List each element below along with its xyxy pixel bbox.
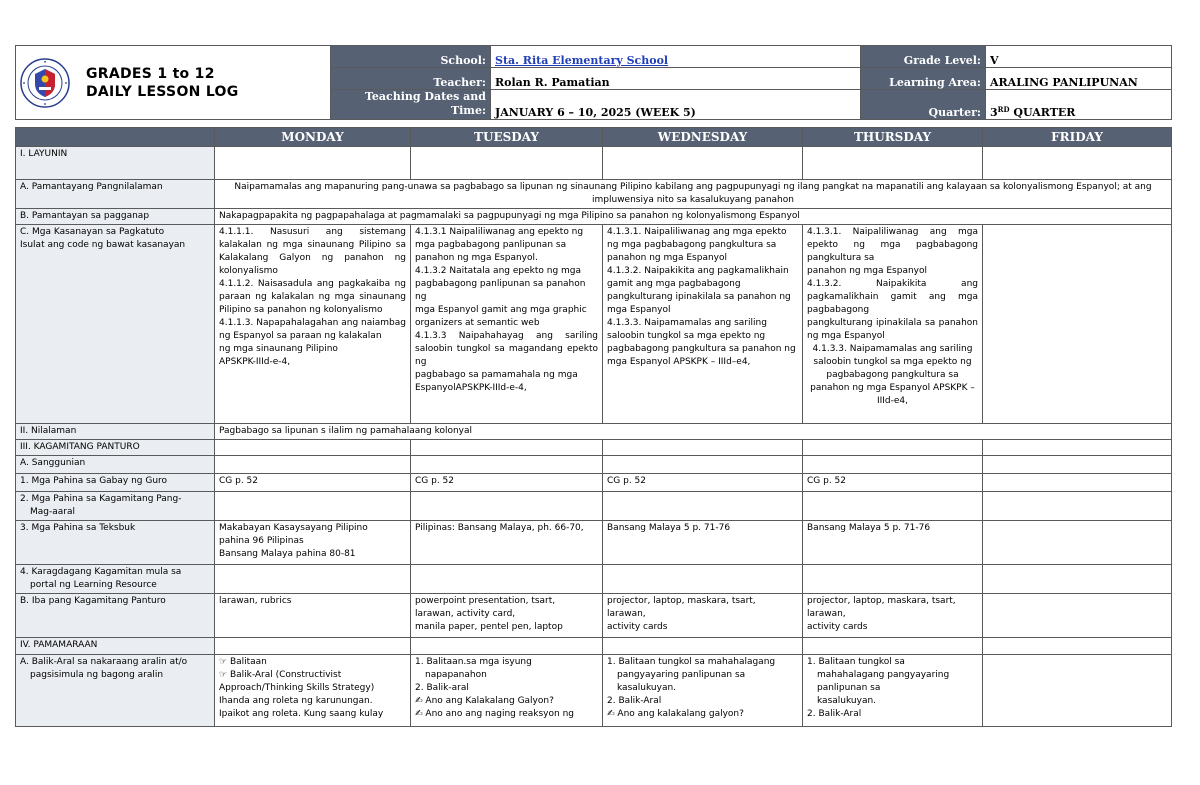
teacher-value: Rolan R. Pamatian xyxy=(491,68,861,90)
cell-empty xyxy=(411,565,603,594)
kasanayan-tue-5: pagbabago sa pamamahala ng mga EspanyolAPSKPK-IIId-e-4, xyxy=(415,370,578,393)
row-pamamaraan xyxy=(16,638,1172,655)
balik-line-1: A. Balik-Aral sa nakaraang aralin at/o xyxy=(20,657,188,667)
iba-thu-1: projector, laptop, maskara, tsart, xyxy=(807,596,956,606)
day-monday: MONDAY xyxy=(215,128,411,147)
karagdagan-line-2: portal ng Learning Resource xyxy=(30,580,157,590)
day-friday: FRIDAY xyxy=(983,128,1172,147)
balik-line-2: pagsisimula ng bagong aralin xyxy=(30,670,164,680)
teksbuk-friday xyxy=(983,521,1172,565)
kasanayan-wed-3: 4.1.3.3. Naipamamalas ang sariling saloobin tungkol sa mga epekto ng pagbabagong pangkultura sa panahon ng mga Espanyol APSKPK – IIId–e4, xyxy=(607,318,796,367)
balik-mon-2: ☞ Balik-Aral (Constructivist xyxy=(219,669,406,682)
cell-empty xyxy=(603,440,803,456)
label-teksbuk: 3. Mga Pahina sa Teksbuk xyxy=(16,521,215,565)
balik-wed-4: 2. Balik-Aral xyxy=(607,696,662,706)
kagamitang-line-2: Mag-aaral xyxy=(30,507,75,517)
iba-thursday xyxy=(803,594,983,638)
gabay-thursday: CG p. 52 xyxy=(803,474,983,492)
label-iba: B. Iba pang Kagamitang Panturo xyxy=(16,594,215,638)
day-thursday: THURSDAY xyxy=(803,128,983,147)
cell-empty xyxy=(411,638,603,655)
balik-tue-2: napapanahon xyxy=(425,670,487,680)
kasanayan-wed-1: 4.1.3.1. Naipaliliwanag ang mga epekto ng mga pagbabagong pangkultura sa panahon ng mga Espanyol xyxy=(607,227,787,263)
kasanayan-mon-1: 4.1.1.1. Nasusuri ang sistemang kalakalan ng mga sinaunang Pilipino sa Kalakalang Galyon ng panahon ng kolonyalismo xyxy=(219,227,406,276)
label-karagdagan xyxy=(16,565,215,594)
label-kagamitan: III. KAGAMITANG PANTURO xyxy=(16,440,215,456)
row-kagamitan xyxy=(16,440,1172,456)
row-teksbuk xyxy=(16,521,1172,565)
cell-empty xyxy=(983,456,1172,474)
kasanayan-thursday xyxy=(803,225,983,424)
cell-empty xyxy=(411,456,603,474)
row-balik xyxy=(16,655,1172,727)
cell-empty xyxy=(411,440,603,456)
teksbuk-mon-3: Bansang Malaya pahina 80-81 xyxy=(219,549,356,559)
kasanayan-thu-3: 4.1.3.2. Naipakikita ang pagkamalikhain gamit ang mga pagbabagong xyxy=(807,279,978,315)
lesson-log-title xyxy=(86,65,239,101)
balik-thu-3: panlipunan sa xyxy=(817,683,881,693)
cell-empty xyxy=(803,638,983,655)
row-gabay xyxy=(16,474,1172,492)
row-karagdagan xyxy=(16,565,1172,594)
quarter-num: 3 xyxy=(990,106,998,119)
kasanayan-thu-2: panahon ng mga Espanyol xyxy=(807,266,927,276)
kasanayan-sub: Isulat ang code ng bawat kasanayan xyxy=(20,240,186,250)
label-sanggunian: A. Sanggunian xyxy=(16,456,215,474)
cell-empty xyxy=(803,565,983,594)
pamantayang-text: Naipamamalas ang mapanuring pang-unawa sa pagbabago sa lipunan ng sinaunang Pilipino kabilang ang pagpupunyagi ng ilang pangkat na mapanatili ang kalayaan sa kolonyalismong Espanyol; at ang impluwensiya nito sa kasalukuyang panahon xyxy=(215,180,1172,209)
deped-seal-icon xyxy=(20,58,70,108)
iba-tue-3: manila paper, pentel pen, laptop xyxy=(415,622,563,632)
cell-empty xyxy=(215,147,411,180)
dates-label-line-1: Teaching Dates and xyxy=(364,90,486,103)
cell-empty xyxy=(603,456,803,474)
balik-wed-1: 1. Balitaan tungkol sa mahahalagang xyxy=(607,657,776,667)
school-label: School: xyxy=(331,46,491,68)
cell-empty xyxy=(803,492,983,521)
iba-wed-2: larawan, xyxy=(607,609,646,619)
kasanayan-friday xyxy=(983,225,1172,424)
iba-monday: larawan, rubrics xyxy=(215,594,411,638)
kasanayan-tue-2: 4.1.3.2 Naitatala ang epekto ng mga pagbabagong panlipunan sa panahon ng xyxy=(415,266,586,302)
gabay-friday xyxy=(983,474,1172,492)
teacher-label: Teacher: xyxy=(331,68,491,90)
row-pamantayang xyxy=(16,180,1172,209)
row-sanggunian xyxy=(16,456,1172,474)
cell-empty xyxy=(215,638,411,655)
balik-wed-2: pangyayaring panlipunan sa xyxy=(617,670,746,680)
header-logo-cell xyxy=(16,46,331,120)
kasanayan-thu-1: 4.1.3.1. Naipaliliwanag ang mga epekto ng mga pagbabagong pangkultura sa xyxy=(807,227,978,263)
label-pagganap: B. Pamantayan sa pagganap xyxy=(16,209,215,225)
balik-mon-1: ☞ Balitaan xyxy=(219,656,406,669)
teksbuk-monday xyxy=(215,521,411,565)
teksbuk-mon-2: pahina 96 Pilipinas xyxy=(219,536,304,546)
day-tuesday: TUESDAY xyxy=(411,128,603,147)
label-pamantayang: A. Pamantayang Pangnilalaman xyxy=(16,180,215,209)
cell-empty xyxy=(983,492,1172,521)
cell-empty xyxy=(411,147,603,180)
row-iba xyxy=(16,594,1172,638)
label-layunin: I. LAYUNIN xyxy=(16,147,215,180)
label-pamamaraan: IV. PAMAMARAAN xyxy=(16,638,215,655)
school-value[interactable]: Sta. Rita Elementary School xyxy=(491,46,861,68)
cell-empty xyxy=(215,565,411,594)
kasanayan-tuesday xyxy=(411,225,603,424)
kasanayan-mon-2: 4.1.1.2. Naisasadula ang pagkakaiba ng paraan ng kalakalan ng mga sinaunang Pilipino sa panahon ng kolonyalismo xyxy=(219,279,406,315)
quarter-sup: RD xyxy=(997,105,1010,114)
iba-tue-2: larawan, activity card, xyxy=(415,609,516,619)
cell-empty xyxy=(983,565,1172,594)
header-table xyxy=(15,45,1172,120)
balik-wednesday xyxy=(603,655,803,727)
kasanayan-wednesday xyxy=(603,225,803,424)
row-nilalaman xyxy=(16,424,1172,440)
cell-empty xyxy=(983,147,1172,180)
dates-label xyxy=(331,90,491,120)
balik-tue-4: ✍ Ano ang Kalakalang Galyon? xyxy=(415,695,598,708)
label-kasanayan xyxy=(16,225,215,424)
cell-empty xyxy=(803,456,983,474)
cell-empty xyxy=(603,492,803,521)
quarter-word: QUARTER xyxy=(1013,106,1076,119)
balik-thu-2: mahahalagang pangyayaring xyxy=(817,670,950,680)
label-balik xyxy=(16,655,215,727)
kasanayan-tue-3: mga Espanyol gamit ang mga graphic organizers at semantic web xyxy=(415,305,587,328)
kasanayan-tue-4: 4.1.3.3 Naipahahayag ang sariling saloobin tungkol sa magandang epekto ng xyxy=(415,331,598,367)
gabay-tuesday: CG p. 52 xyxy=(411,474,603,492)
kasanayan-monday xyxy=(215,225,411,424)
iba-tue-1: powerpoint presentation, tsart, xyxy=(415,596,556,606)
balik-monday xyxy=(215,655,411,727)
cell-empty xyxy=(803,147,983,180)
karagdagan-line-1: 4. Karagdagang Kagamitan mula sa xyxy=(20,567,182,577)
area-value: ARALING PANLIPUNAN xyxy=(986,68,1172,90)
row-layunin xyxy=(16,147,1172,180)
pagganap-text: Nakapagpapakita ng pagpapahalaga at pagmamalaki sa pagpupunyagi ng mga Pilipino sa panahon ng kolonyalismong Espanyol xyxy=(215,209,1172,225)
label-nilalaman: II. Nilalaman xyxy=(16,424,215,440)
kasanayan-thu-5: 4.1.3.3. Naipamamalas ang sariling saloobin tungkol sa mga epekto ng pagbabagong pangkultura sa panahon ng mga Espanyol APSKPK – IIId-e4, xyxy=(810,344,975,406)
cell-empty xyxy=(983,440,1172,456)
balik-thu-5: 2. Balik-Aral xyxy=(807,709,862,719)
cell-empty xyxy=(215,456,411,474)
label-kagamitang xyxy=(16,492,215,521)
balik-mon-3: Approach/Thinking Skills Strategy) xyxy=(219,683,375,693)
nilalaman-text: Pagbabago sa lipunan s ilalim ng pamahalaang kolonyal xyxy=(215,424,1172,440)
balik-tue-3: 2. Balik-aral xyxy=(415,683,469,693)
gabay-wednesday: CG p. 52 xyxy=(603,474,803,492)
title-line-2: DAILY LESSON LOG xyxy=(86,83,239,100)
grade-value: V xyxy=(986,46,1172,68)
iba-wed-1: projector, laptop, maskara, tsart, xyxy=(607,596,756,606)
iba-wednesday xyxy=(603,594,803,638)
quarter-label: Quarter: xyxy=(861,90,986,120)
row-kasanayan xyxy=(16,225,1172,424)
teksbuk-thursday: Bansang Malaya 5 p. 71-76 xyxy=(803,521,983,565)
kasanayan-mon-4: ng mga sinaunang Pilipino xyxy=(219,344,338,354)
cell-empty xyxy=(983,638,1172,655)
balik-wed-3: kasalukuyan. xyxy=(617,683,677,693)
iba-thu-3: activity cards xyxy=(807,622,868,632)
teksbuk-tuesday: Pilipinas: Bansang Malaya, ph. 66-70, xyxy=(411,521,603,565)
row-pagganap xyxy=(16,209,1172,225)
balik-wed-5: ✍ Ano ang kalakalang galyon? xyxy=(607,708,798,721)
dates-label-line-2: Time: xyxy=(450,104,486,117)
dates-value: JANUARY 6 – 10, 2025 (WEEK 5) xyxy=(491,90,861,120)
kasanayan-tue-1: 4.1.3.1 Naipaliliwanag ang epekto ng mga pagbabagong panlipunan sa panahon ng mga Espanyol. xyxy=(415,227,584,263)
cell-empty xyxy=(603,638,803,655)
grid-corner xyxy=(16,128,215,147)
cell-empty xyxy=(411,492,603,521)
cell-empty xyxy=(803,440,983,456)
teksbuk-wednesday: Bansang Malaya 5 p. 71-76 xyxy=(603,521,803,565)
iba-tuesday xyxy=(411,594,603,638)
gabay-monday: CG p. 52 xyxy=(215,474,411,492)
balik-mon-5: Ipaikot ang roleta. Kung saang kulay xyxy=(219,709,384,719)
iba-thu-2: larawan, xyxy=(807,609,846,619)
kasanayan-mon-3: 4.1.1.3. Napapahalagahan ang naiambag ng Espanyol sa paraan ng kalakalan xyxy=(219,318,406,341)
teksbuk-mon-1: Makabayan Kasaysayang Pilipino xyxy=(219,523,368,533)
lesson-grid xyxy=(15,127,1172,727)
row-kagamitang xyxy=(16,492,1172,521)
title-line-1: GRADES 1 to 12 xyxy=(86,65,215,82)
balik-tue-5: ✍ Ano ano ang naging reaksyon ng xyxy=(415,708,598,721)
kasanayan-title: C. Mga Kasanayan sa Pagkatuto xyxy=(20,227,165,237)
area-label: Learning Area: xyxy=(861,68,986,90)
cell-empty xyxy=(603,565,803,594)
kasanayan-wed-2: 4.1.3.2. Naipakikita ang pagkamalikhain gamit ang mga pagbabagong pangkulturang ipinakilala sa panahon ng mga Espanyol xyxy=(607,266,791,315)
kasanayan-mon-5: APSKPK-IIId-e-4, xyxy=(219,357,291,367)
iba-wed-3: activity cards xyxy=(607,622,668,632)
day-header-row xyxy=(16,128,1172,147)
kasanayan-thu-4: pangkulturang ipinakilala sa panahon ng mga Espanyol xyxy=(807,318,978,341)
cell-empty xyxy=(215,492,411,521)
balik-tuesday xyxy=(411,655,603,727)
balik-thu-1: 1. Balitaan tungkol sa xyxy=(807,657,905,667)
cell-empty xyxy=(603,147,803,180)
balik-tue-1: 1. Balitaan.sa mga isyung xyxy=(415,657,532,667)
cell-empty xyxy=(215,440,411,456)
balik-thu-4: kasalukuyan. xyxy=(817,696,877,706)
balik-friday xyxy=(983,655,1172,727)
balik-thursday xyxy=(803,655,983,727)
day-wednesday: WEDNESDAY xyxy=(603,128,803,147)
iba-friday xyxy=(983,594,1172,638)
kagamitang-line-1: 2. Mga Pahina sa Kagamitang Pang- xyxy=(20,494,182,504)
grade-label: Grade Level: xyxy=(861,46,986,68)
quarter-value xyxy=(986,90,1172,120)
balik-mon-4: Ihanda ang roleta ng karunungan. xyxy=(219,696,373,706)
label-gabay: 1. Mga Pahina sa Gabay ng Guro xyxy=(16,474,215,492)
